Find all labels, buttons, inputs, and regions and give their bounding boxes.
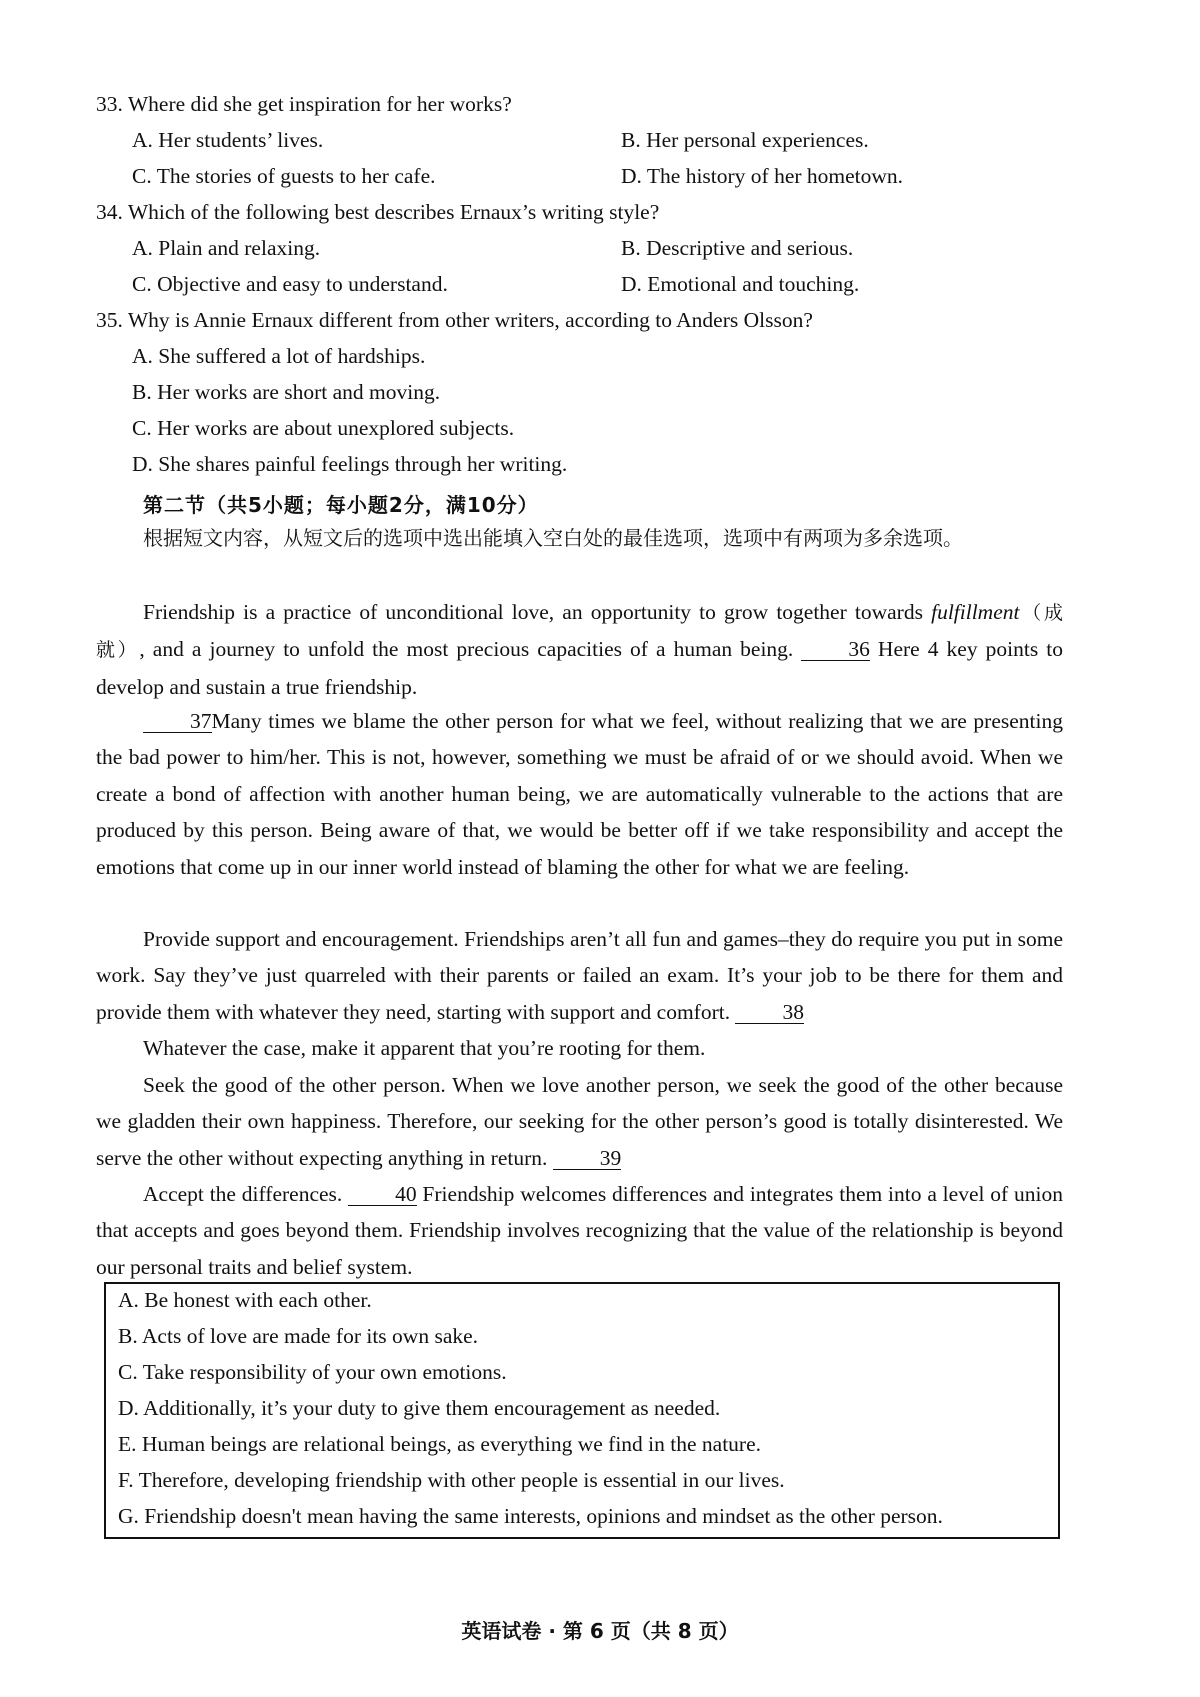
- passage-text: Here 4 key points to develop and sustain a true friendship.: [96, 637, 1063, 699]
- answer-option: C. Objective and easy to understand.: [132, 272, 448, 296]
- choice-item: G. Friendship doesn't mean having the same interests, opinions and mindset as the other person.: [118, 1504, 943, 1528]
- passage-paragraph: [96, 1176, 1063, 1285]
- passage-text: Friendship welcomes differences and integrates them into a level of union that accepts and goes beyond them. Friendship involves recognizing that the value of the relationship is beyond our personal traits and belief system.: [96, 1182, 1063, 1279]
- answer-option: B. Her works are short and moving.: [132, 380, 441, 404]
- blank-37: 37: [143, 710, 212, 733]
- passage-paragraph: [96, 1067, 1063, 1176]
- passage-paragraph: [96, 921, 1063, 1030]
- section-title: 第二节（共5小题；每小题2分，满10分）: [143, 493, 539, 517]
- answer-option: C. Her works are about unexplored subjects.: [132, 416, 515, 440]
- blank-40: 40: [348, 1183, 417, 1206]
- passage-text: , and a journey to unfold the most precious capacities of a human being.: [139, 637, 802, 662]
- answer-option: D. She shares painful feelings through her writing.: [132, 452, 568, 476]
- answer-option: B. Her personal experiences.: [621, 128, 869, 152]
- choice-item: A. Be honest with each other.: [118, 1288, 372, 1312]
- section-instruction: 根据短文内容，从短文后的选项中选出能填入空白处的最佳选项，选项中有两项为多余选项。: [143, 526, 963, 550]
- blank-36: 36: [801, 638, 870, 661]
- passage-paragraph: [96, 594, 1063, 705]
- passage-paragraph: [96, 703, 1063, 885]
- choice-item: E. Human beings are relational beings, as everything we find in the nature.: [118, 1432, 762, 1456]
- choice-item: C. Take responsibility of your own emotions.: [118, 1360, 507, 1384]
- passage-text: Seek the good of the other person. When we love another person, we seek the good of the other because we gladden their own happiness. Therefore, our seeking for the other person’s good is totally disinterested. We serve the other without expecting anything in return.: [96, 1073, 1063, 1170]
- answer-option: A. She suffered a lot of hardships.: [132, 344, 426, 368]
- choices-box: [104, 1282, 1060, 1539]
- passage-text-italic: fulfillment: [931, 600, 1020, 624]
- answer-option: D. The history of her hometown.: [621, 164, 904, 188]
- passage-paragraph: Whatever the case, make it apparent that you’re rooting for them.: [143, 1036, 706, 1060]
- passage-text: Many times we blame the other person for what we feel, without realizing that we are presenting the bad power to him/her. This is not, however, something we must be afraid of or we should avoid. When we create a bond of affection with another human being, we are automatically vulnerable to the actions that are produced by this person. Being aware of that, we would be better off if we take responsibility and accept the emotions that come up in our inner world instead of blaming the other for what we are feeling.: [96, 709, 1063, 879]
- answer-option: B. Descriptive and serious.: [621, 236, 854, 260]
- answer-option: C. The stories of guests to her cafe.: [132, 164, 436, 188]
- passage-gloss: （成就）: [96, 602, 1063, 662]
- passage-text: Provide support and encouragement. Friendships aren’t all fun and games–they do require you put in some work. Say they’ve just quarreled with their parents or failed an exam. It’s your job to be there for them and provide them with whatever they need, starting with support and comfort.: [96, 927, 1063, 1024]
- blank-38: 38: [735, 1001, 804, 1024]
- question-stem: 33. Where did she get inspiration for her works?: [96, 92, 512, 116]
- answer-option: A. Her students’ lives.: [132, 128, 324, 152]
- question-stem: 34. Which of the following best describes Ernaux’s writing style?: [96, 200, 660, 224]
- answer-option: A. Plain and relaxing.: [132, 236, 321, 260]
- passage-text: Friendship is a practice of unconditional love, an opportunity to grow together towards: [143, 600, 932, 624]
- page-footer: 英语试卷 · 第 6 页（共 8 页）: [461, 1619, 739, 1643]
- choice-item: F. Therefore, developing friendship with other people is essential in our lives.: [118, 1468, 785, 1492]
- blank-39: 39: [553, 1147, 622, 1170]
- choice-item: B. Acts of love are made for its own sake.: [118, 1324, 479, 1348]
- question-stem: 35. Why is Annie Ernaux different from other writers, according to Anders Olsson?: [96, 308, 813, 332]
- answer-option: D. Emotional and touching.: [621, 272, 860, 296]
- passage-text: Accept the differences.: [143, 1182, 349, 1206]
- choice-item: D. Additionally, it’s your duty to give them encouragement as needed.: [118, 1396, 721, 1420]
